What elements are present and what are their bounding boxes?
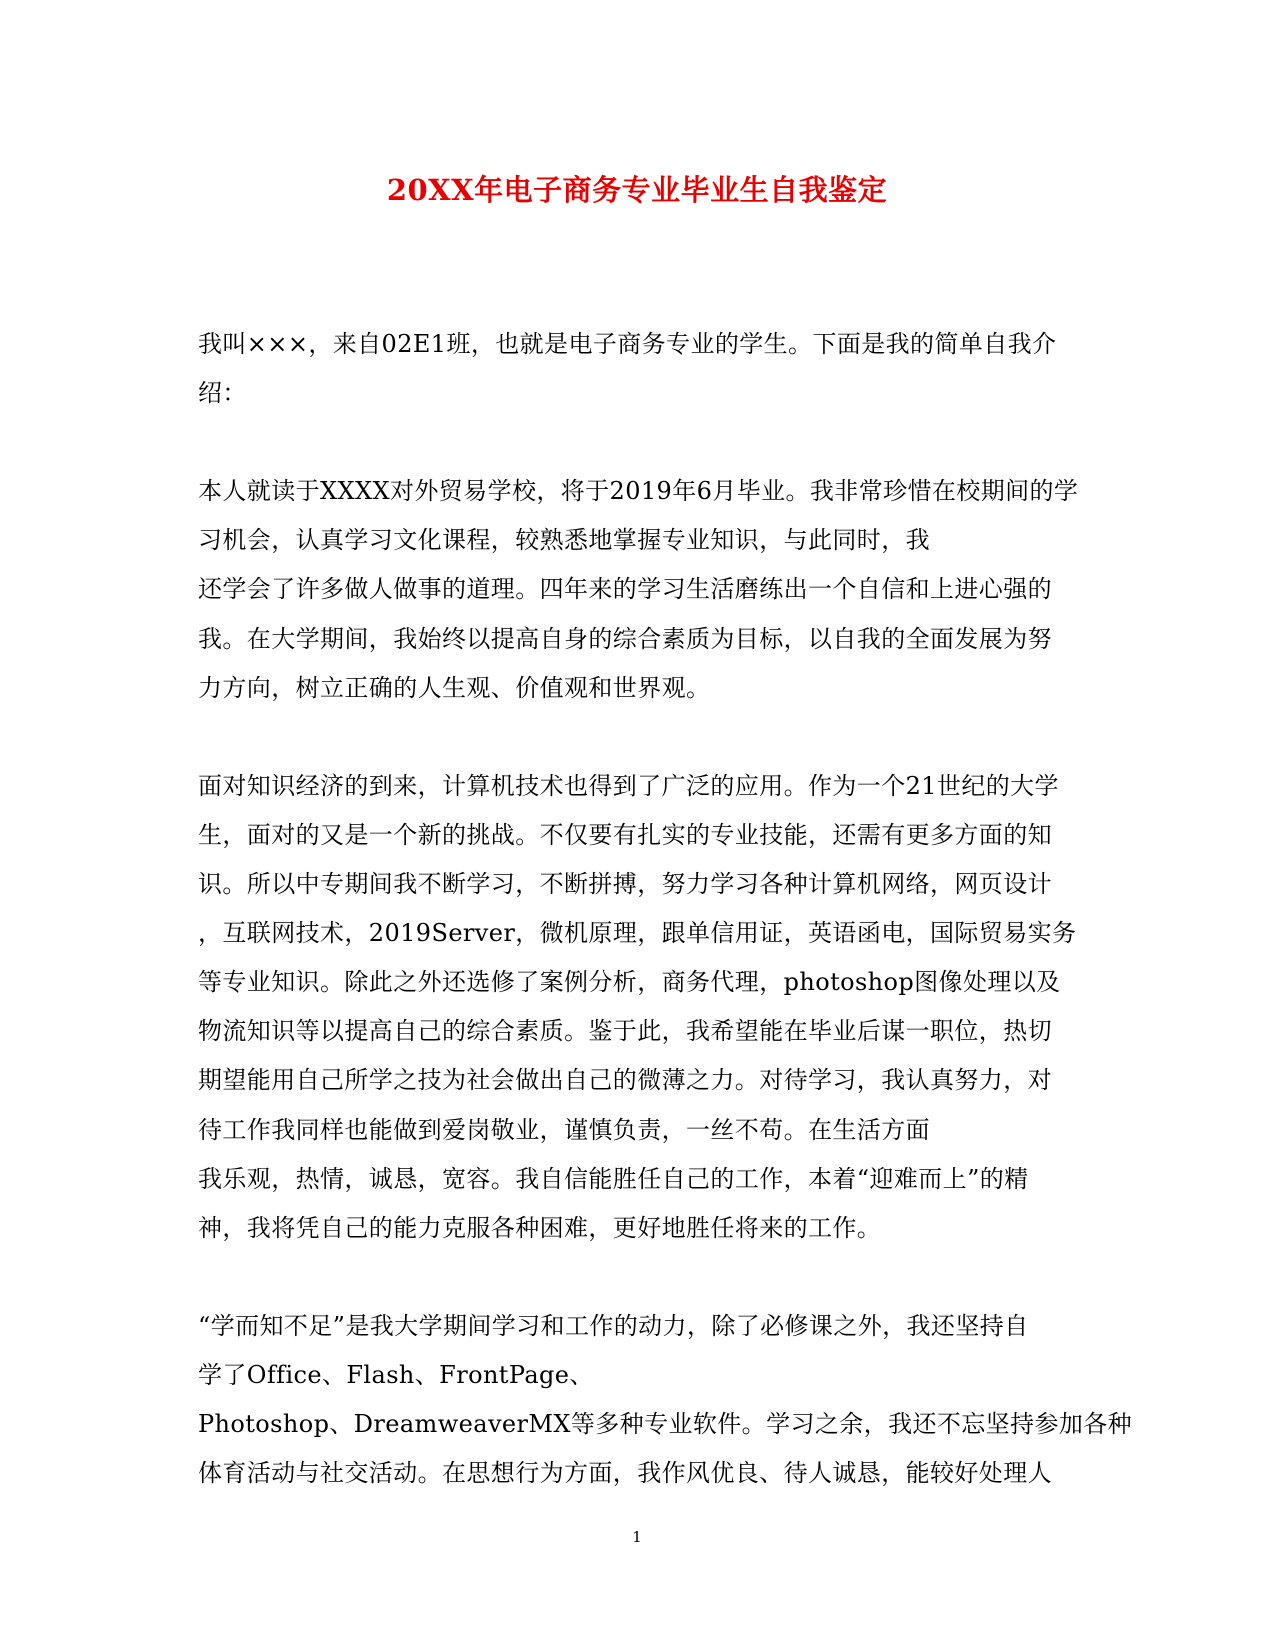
text-line: Photoshop、DreamweaverMX等多种专业软件。学习之余，我还不忘坚持参加各种 <box>198 1410 1133 1439</box>
paragraph-2 <box>198 467 1079 712</box>
paragraph-gap <box>198 1253 1074 1302</box>
paragraph-gap <box>198 418 1074 467</box>
text-line: 等专业知识。除此之外还选修了案例分析，商务代理，photoshop图像处理以及 <box>198 968 1061 997</box>
text-line: 绍： <box>198 379 247 408</box>
text-line: 我。在大学期间，我始终以提高自身的综合素质为目标，以自我的全面发展为努 <box>198 624 1052 653</box>
text-line: 生，面对的又是一个新的挑战。不仅要有扎实的专业技能，还需有更多方面的知 <box>198 820 1052 849</box>
text-line: 物流知识等以提高自己的综合素质。鉴于此，我希望能在毕业后谋一职位，热切 <box>198 1017 1052 1046</box>
document-body <box>198 320 1133 1498</box>
paragraph-gap <box>198 713 1074 762</box>
text-line: 神，我将凭自己的能力克服各种困难，更好地胜任将来的工作。 <box>198 1213 882 1242</box>
text-line: 待工作我同样也能做到爱岗敬业，谨慎负责，一丝不苟。在生活方面 <box>198 1115 930 1144</box>
text-line: 识。所以中专期间我不断学习，不断拼搏，努力学习各种计算机网络，网页设计 <box>198 870 1052 899</box>
text-line: 我叫×××，来自02E1班，也就是电子商务专业的学生。下面是我的简单自我介 <box>198 330 1057 358</box>
text-line: 我乐观，热情，诚恳，宽容。我自信能胜任自己的工作，本着“迎难而上”的精 <box>198 1164 1029 1193</box>
text-line: 力方向，树立正确的人生观、价值观和世界观。 <box>198 673 711 702</box>
text-line: 习机会，认真学习文化课程，较熟悉地掌握专业知识，与此同时，我 <box>198 526 930 555</box>
document-title: 20XX年电子商务专业毕业生自我鉴定 <box>386 173 888 207</box>
text-line: ，互联网技术，2019Server，微机原理，跟单信用证，英语函电，国际贸易实务 <box>198 919 1077 948</box>
text-line: 学了Office、Flash、FrontPage、 <box>198 1360 594 1389</box>
page-number: 1 <box>632 1528 642 1546</box>
text-line: 体育活动与社交活动。在思想行为方面，我作风优良、待人诚恳，能较好处理人 <box>198 1459 1052 1488</box>
paragraph-3 <box>198 762 1077 1253</box>
paragraph-4 <box>198 1302 1133 1498</box>
paragraph-1 <box>198 320 1074 418</box>
text-line: 本人就读于XXXX对外贸易学校，将于2019年6月毕业。我非常珍惜在校期间的学 <box>198 477 1079 506</box>
text-line: “学而知不足”是我大学期间学习和工作的动力，除了必修课之外，我还坚持自 <box>198 1311 1029 1340</box>
text-line: 期望能用自己所学之技为社会做出自己的微薄之力。对待学习，我认真努力，对 <box>198 1066 1052 1095</box>
text-line: 面对知识经济的到来，计算机技术也得到了广泛的应用。作为一个21世纪的大学 <box>198 771 1059 800</box>
text-line: 还学会了许多做人做事的道理。四年来的学习生活磨练出一个自信和上进心强的 <box>198 575 1052 604</box>
